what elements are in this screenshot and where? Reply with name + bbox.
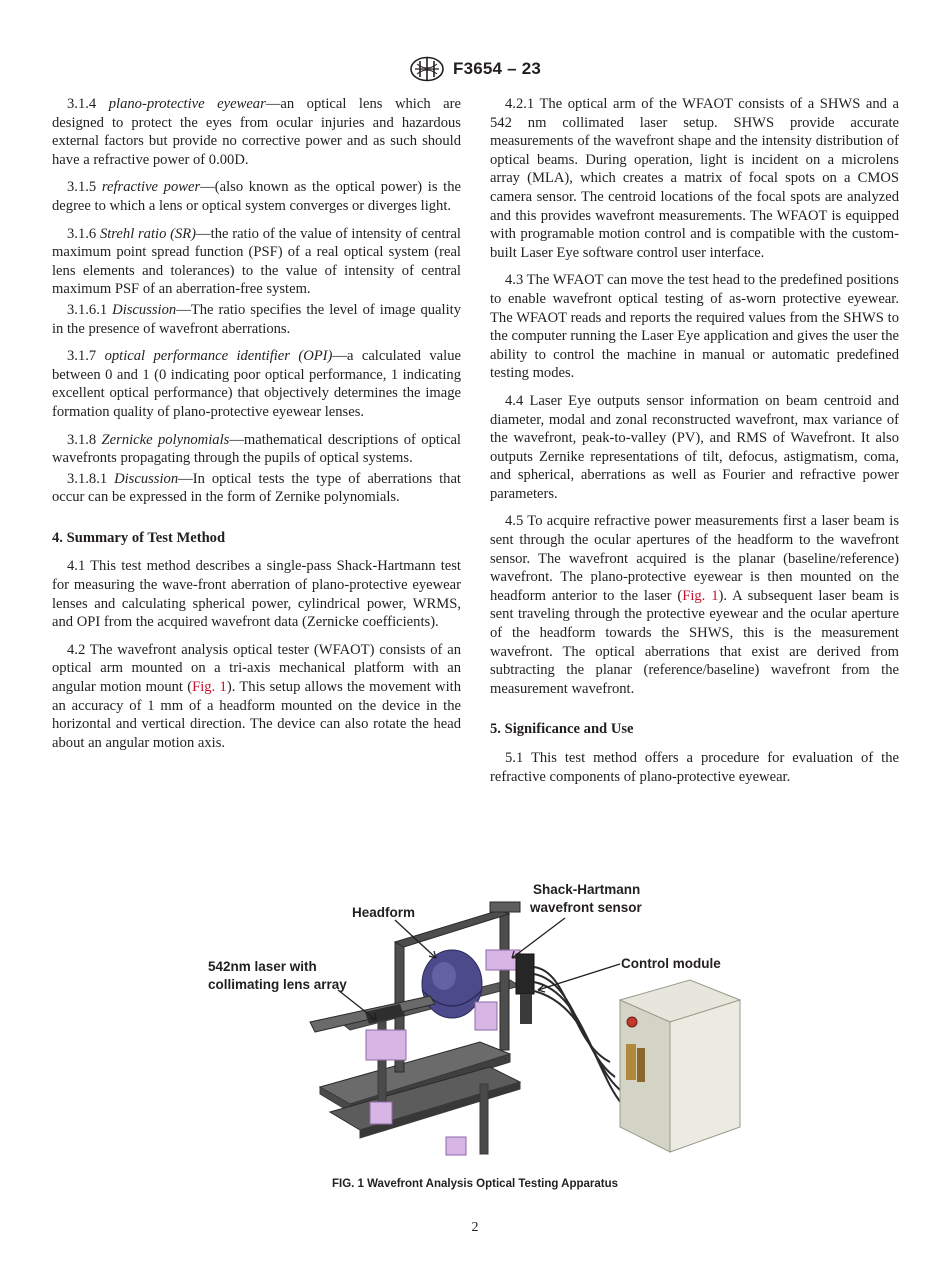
label-shwfs-1: Shack-Hartmann xyxy=(533,882,641,897)
apparatus-illustration xyxy=(190,872,760,1168)
term: optical performance identifier (OPI) xyxy=(104,348,333,365)
para-number: 3.1.4 xyxy=(67,96,109,112)
para-text: 4.5 To acquire refractive power measurements first a laser beam is sent through the ocular apertures of the headform to the wavefront sensor. The wavefront acquired is the planar (baseline/reference) wavefront. The plano-protective eyewear is then mounted on the headform anterior to the laser ( xyxy=(490,513,899,604)
definition-text: —an optical lens which are designed to protect the eyes from ocular injuries and hazardous external factors but provide no corrective power and as such should have a refractive power of 0.00D. xyxy=(52,96,461,168)
para-3-1-6-1 xyxy=(52,301,461,338)
para-4-2-1: 4.2.1 The optical arm of the WFAOT consists of a SHWS and a 542 nm collimated laser setup. SHWS provide accurate measurements of the wavefront shape and the intensity distribution of optical beams. During operation, light is incident on a microlens array (MLA), which creates a matrix of focal spots on a CMOS camera sensor. The centroid locations of the focal spots are analyzed and this provides wavefront measurements. The WFAOT is equipped with programable motion control and is compatible with the custom-built Laser Eye software control user interface. xyxy=(490,96,899,261)
figure-link[interactable]: Fig. 1 xyxy=(192,679,227,696)
definition-text: —mathematical descriptions of optical wavefronts propagating through the pupils of optical systems. xyxy=(52,431,461,467)
term: Zernicke polynomials xyxy=(101,431,230,448)
left-column xyxy=(52,95,461,761)
figure-caption: FIG. 1 Wavefront Analysis Optical Testing Apparatus xyxy=(331,1178,619,1190)
para-3-1-7 xyxy=(52,347,461,421)
definition-text: —the ratio of the value of intensity of central maximum point spread function (PSF) of a real optical system (real lens elements and tolerances) to the value of intensity of central maximum PSF of an aberration-free system. xyxy=(52,225,461,298)
page-header xyxy=(0,56,950,82)
control-module xyxy=(620,980,740,1152)
right-column xyxy=(490,95,899,795)
para-number: 3.1.7 xyxy=(67,348,105,365)
figure-link[interactable]: Fig. 1 xyxy=(682,587,719,604)
para-4-5 xyxy=(490,512,899,698)
para-number: 3.1.6 xyxy=(67,225,100,242)
label-headform: Headform xyxy=(352,905,416,920)
para-text: 4.2 The wavefront analysis optical tester (WFAOT) consists of an optical arm mounted on a tri-axis mechanical platform with an angular motion mount ( xyxy=(52,641,461,696)
definition-text: —The ratio specifies the level of image quality in the presence of wavefront aberrations. xyxy=(52,301,461,337)
para-4-2 xyxy=(52,641,461,753)
para-4-1: 4.1 This test method describes a single-pass Shack-Hartmann test for measuring the wave-front aberration of plano-protective eyewear lenses and calculating spherical power, cylindrical power, WRMS, and OPI from the acquired wavefront data (Zernicke coefficients). xyxy=(52,558,461,631)
para-3-1-8-1 xyxy=(52,470,461,507)
label-laser-2: collimating lens array xyxy=(208,977,347,992)
headform xyxy=(422,950,482,1018)
para-number: 3.1.8.1 xyxy=(67,470,115,487)
para-4-4: 4.4 Laser Eye outputs sensor information on beam centroid and diameter, modal and zonal reconstructed wavefront, max variance of the wavefront, peak-to-valley (PV), and RMS of Wavefront. It also outputs Zernike representations of tilt, defocus, astigmatism, coma, and spherical, aberrations as well as Fourier and refractive power parameters. xyxy=(490,392,899,502)
section-5-heading: 5. Significance and Use xyxy=(490,721,634,738)
definition-text: —a calculated value between 0 and 1 (0 indicating poor optical performance, 1 indicating excellent optical performance) that objectively determines the image formation quality of plano-protective eyewear lenses. xyxy=(52,348,461,420)
para-3-1-4 xyxy=(52,95,461,169)
para-3-1-5 xyxy=(52,178,461,215)
term: refractive power xyxy=(101,179,201,196)
term: plano-protective eyewear xyxy=(108,96,266,112)
label-shwfs-2: wavefront sensor xyxy=(530,900,642,915)
para-3-1-6 xyxy=(52,225,461,299)
para-text: ). This setup allows the movement with an accuracy of 1 mm of a headform mounted on the device in the horizontal and vertical direction. The device can also rotate the head about an angular motion axis. xyxy=(52,679,461,751)
astm-logo-icon xyxy=(409,56,445,82)
para-3-1-8 xyxy=(52,431,461,468)
document-id: F3654 – 23 xyxy=(452,59,541,78)
term: Discussion xyxy=(112,301,177,318)
term: Discussion xyxy=(114,470,179,487)
para-number: 3.1.6.1 xyxy=(67,301,113,318)
label-laser-1: 542nm laser with xyxy=(208,959,317,974)
label-control-module: Control module xyxy=(621,956,721,971)
para-number: 3.1.8 xyxy=(67,431,102,448)
figure-1 xyxy=(190,872,760,1168)
para-text: ). A subsequent laser beam is sent traveling through the protective eyewear and the ocular aperture of the headform towards the SHWS, this is the measurement wavefront. The optical aberrations that exist are derived from subtracting the planar (reference/baseline) wavefront from the measurement wavefront. xyxy=(490,587,900,697)
page-number: 2 xyxy=(471,1220,479,1235)
para-number: 3.1.5 xyxy=(67,179,102,196)
para-5-1: 5.1 This test method offers a procedure for evaluation of the refractive components of plano-protective eyewear. xyxy=(490,750,899,785)
definition-text: —In optical tests the type of aberrations that occur can be expressed in the form of Zernike polynomials. xyxy=(52,470,461,506)
para-4-3: 4.3 The WFAOT can move the test head to the predefined positions to enable wavefront optical testing of as-worn protective eyewear. The WFAOT reads and reports the required values from the SHWS to the computer running the Laser Eye application and gives the user the ability to control the machine in manual or automatic predefined testing modes. xyxy=(490,272,899,382)
term: Strehl ratio (SR) xyxy=(99,225,197,242)
section-4-heading: 4. Summary of Test Method xyxy=(52,529,226,546)
definition-text: —(also known as the optical power) is the degree to which a lens or optical system converges or diverges light. xyxy=(52,179,461,214)
